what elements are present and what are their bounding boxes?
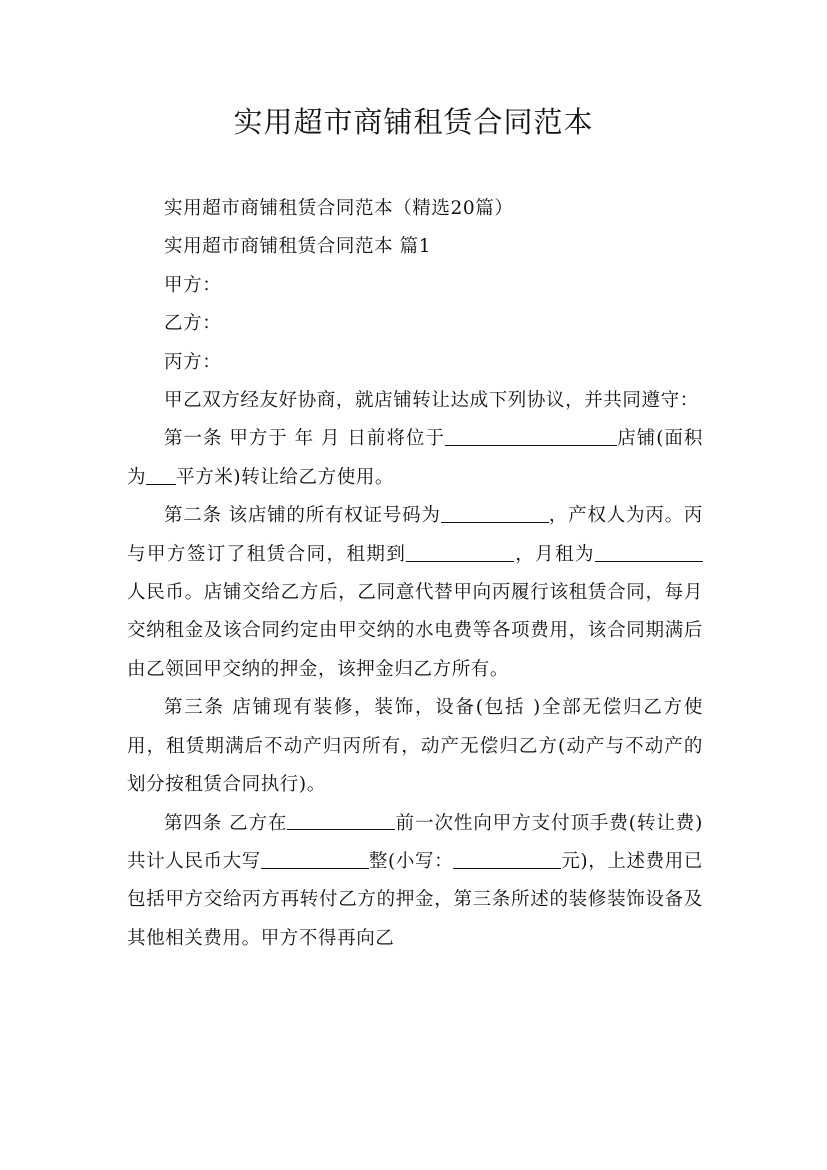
article-4-text-a: 第四条 乙方在 (164, 812, 288, 834)
article-1-text-c: 平方米)转让给乙方使用。 (176, 466, 395, 488)
paragraph-party-c: 丙方： (164, 351, 222, 373)
paragraph-section-heading: 实用超市商铺租赁合同范本 篇1 (164, 236, 432, 258)
document-title: 实用超市商铺租赁合同范本 (233, 105, 594, 139)
paragraph-article-4 (127, 805, 703, 959)
blank-line (287, 810, 395, 830)
blank-line (445, 426, 617, 446)
article-2-text-d: 人民币。店铺交给乙方后，乙同意代替甲向丙履行该租赁合同，每月交纳租金及该合同约定由甲交纳的水电费等各项费用，该合同期满后由乙领回甲交纳的押金，该押金归乙方所有。 (127, 582, 703, 680)
paragraph-collection-title: 实用超市商铺租赁合同范本（精选20篇） (164, 198, 514, 219)
blank-line (595, 541, 703, 561)
article-2-text-a: 第二条 该店铺的所有权证号码为 (164, 505, 441, 527)
blank-line (146, 464, 176, 484)
article-4-text-c: 整(小写： (368, 850, 454, 872)
blank-line (453, 848, 561, 868)
article-4-text-d: 元)，上述费用已包括甲方交给丙方再转付乙方的押金，第三条所述的装修装饰设备及其他相关费用。甲方不得再向乙 (127, 850, 703, 949)
article-1-text-a: 第一条 甲方于 年 月 日前将位于 (164, 428, 445, 450)
article-4-text-b: 前一次性向甲方支付顶手费(转让费)共计人民币大写 (127, 812, 703, 872)
paragraph-party-a: 甲方： (164, 274, 222, 296)
paragraph-preamble: 甲乙双方经友好协商，就店铺转让达成下列协议，并共同遵守： (164, 390, 699, 412)
document-body (127, 190, 703, 958)
article-1-text-b: 店铺(面积为 (127, 428, 703, 488)
paragraph-article-3: 第三条 店铺现有装修，装饰，设备(包括 )全部无偿归乙方使用，租赁期满后不动产归丙所有，动产无偿归乙方(动产与不动产的划分按租赁合同执行)。 (127, 697, 703, 796)
paragraph-party-b: 乙方： (164, 313, 222, 335)
blank-line (261, 848, 369, 868)
paragraph-article-1 (127, 420, 703, 497)
article-2-text-c: ，月租为 (514, 543, 596, 565)
article-2-text-b: ，产权人为丙。丙与甲方签订了租赁合同，租期到 (127, 505, 703, 565)
paragraph-article-2 (127, 497, 703, 689)
blank-line (441, 503, 549, 523)
blank-line (406, 541, 514, 561)
